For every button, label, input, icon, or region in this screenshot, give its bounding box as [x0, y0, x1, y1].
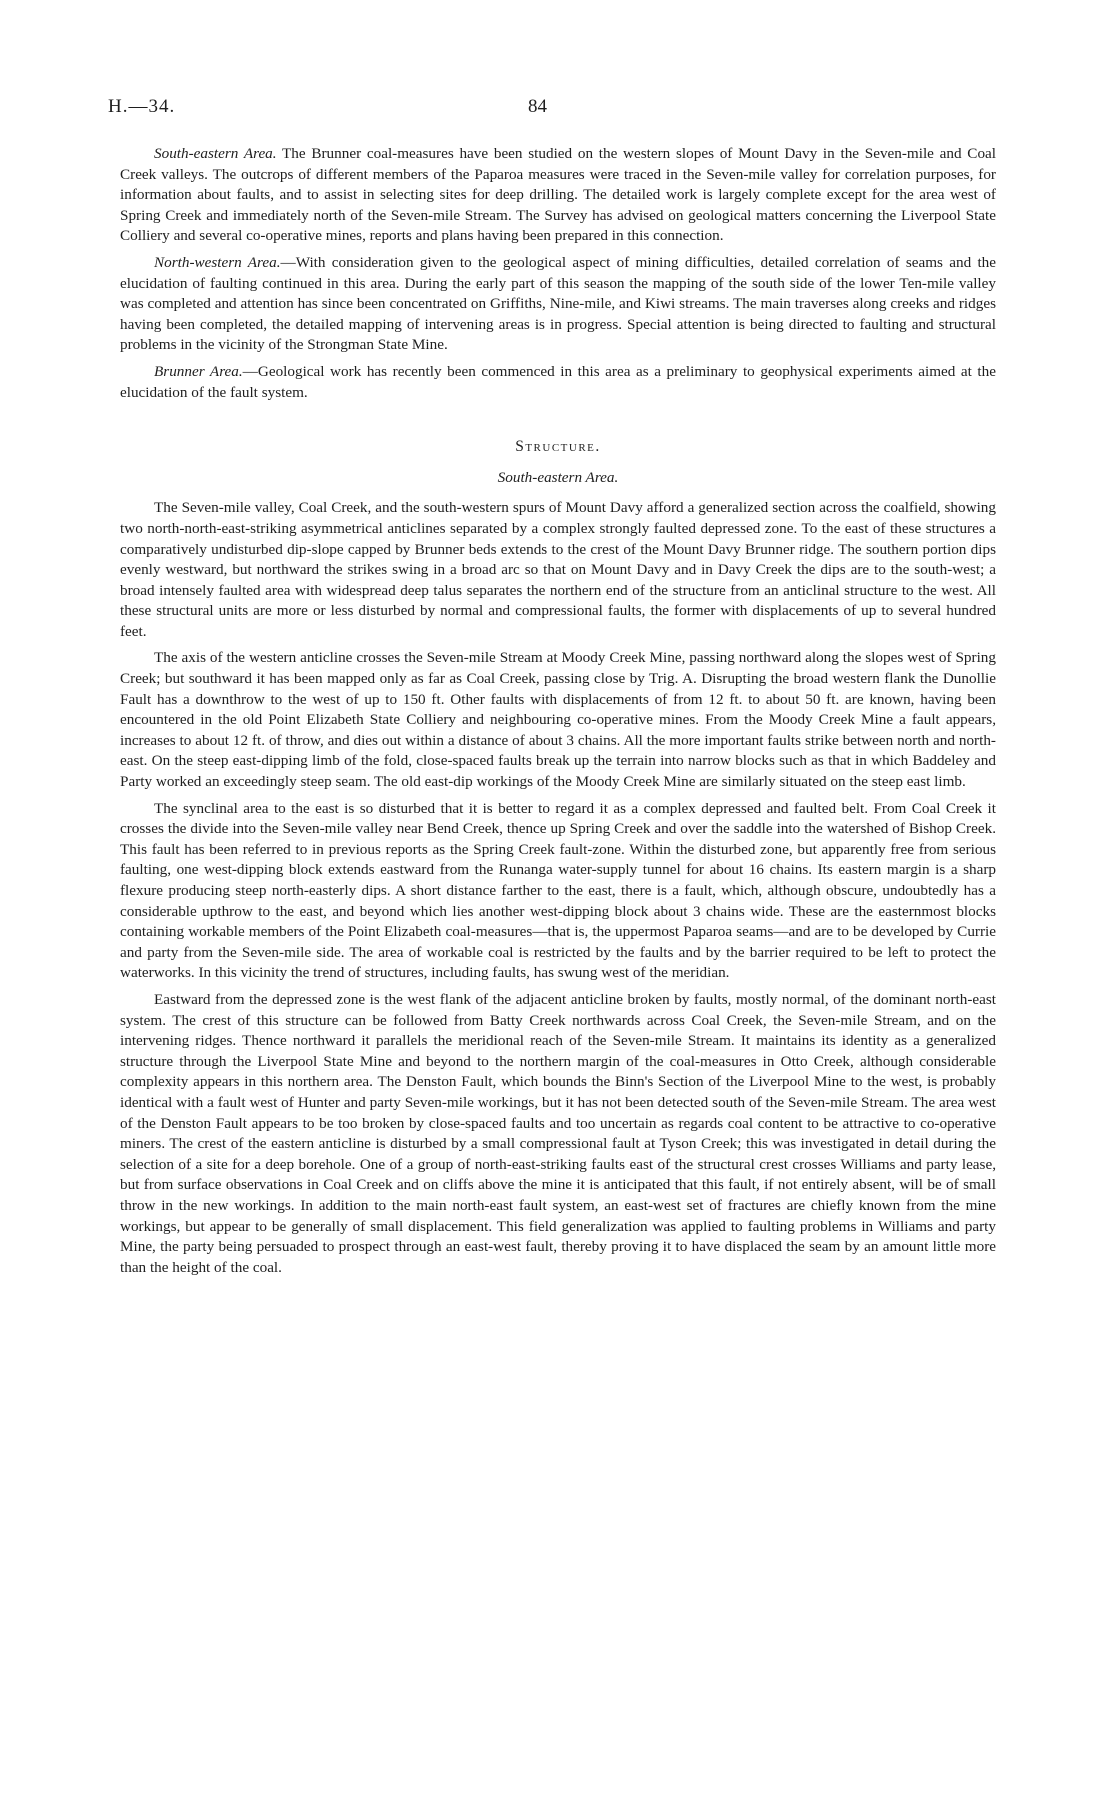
report-reference: H.—34.: [108, 96, 176, 117]
paragraph-lead: North-western Area.: [154, 253, 281, 271]
paragraph-south-eastern-area: [120, 144, 996, 247]
paragraph: Eastward from the depressed zone is the west flank of the adjacent anticline broken by faults, mostly normal, of the dominant north-east system. The crest of this structure can be followed from Batty Creek northwards across Coal Creek, the Seven-mile Stream, and on the intervening ridges. Thence northward it parallels the meridional reach of the Seven-mile Stream. It maintains its identity as a generalized structure through the Liverpool State Mine and beyond to the northern margin of the coal-measures in Otto Creek, although considerable complexity appears in this northern area. The Denston Fault, which bounds the Binn's Section of the Liverpool Mine to the west, is probably identical with a fault west of Hunter and party Seven-mile workings, but it has not been detected south of the Seven-mile Stream. The area west of the Denston Fault appears to be too broken by close-spaced faults and too uncertain as regards coal content to be attractive to co-operative miners. The crest of the eastern anticline is disturbed by a small compressional fault at Tyson Creek; this was investigated in detail during the selection of a site for a deep borehole. One of a group of north-east-striking faults east of the structural crest crosses Williams and party lease, but from surface observations in Coal Creek and on cliffs above the mine it is anticipated that this fault, if not entirely absent, will be of small throw in the new workings. In addition to the main north-east fault system, an east-west set of fractures are chiefly known from the mine workings, but appear to be generally of small displacement. This field generalization was applied to faulting problems in Williams and party Mine, the party being persuaded to prospect through an east-west fault, thereby proving it to have displaced the seam by an amount little more than the height of the coal.: [120, 990, 996, 1276]
section-heading-structure: Structure.: [515, 438, 601, 456]
paragraph-lead: South-eastern Area.: [154, 145, 277, 162]
page-number: 84: [528, 96, 547, 117]
section-subheading: South-eastern Area.: [497, 468, 619, 486]
page-header: [108, 96, 1008, 126]
document-body: [120, 144, 996, 1284]
paragraph: The Seven-mile valley, Coal Creek, and the south-western spurs of Mount Davy afford a generalized section across the coalfield, showing two north-north-east-striking asymmetrical anticlines separated by a complex strongly faulted depressed zone. To the east of these structures a comparatively undisturbed dip-slope capped by Brunner beds extends to the crest of the Mount Davy Brunner ridge. The southern portion dips evenly westward, but northward the strikes swing in a broad arc so that on Mount Davy and in Davy Creek the dips are to the south-west; a broad intensely faulted area with widespread deep talus separates the northern end of the structure from an anticlinal structure to the west. All these structural units are more or less disturbed by normal and compressional faults, the former with displacements of up to several hundred feet.: [120, 499, 996, 640]
paragraph-lead: Brunner Area.: [154, 362, 243, 380]
paragraph: The synclinal area to the east is so disturbed that it is better to regard it as a complex depressed and faulted belt. From Coal Creek it crosses the divide into the Seven-mile valley near Bend Creek, thence up Spring Creek and over the saddle into the watershed of Bishop Creek. This fault has been referred to in previous reports as the Spring Creek fault-zone. Within the disturbed zone, but apparently free from serious faulting, one west-dipping block extends eastward from the Runanga water-supply tunnel for about 16 chains. Its eastern margin is a sharp flexure producing steep north-easterly dips. A short distance farther to the east, there is a fault, which, although obscure, undoubtedly has a considerable upthrow to the east, and beyond which lies another west-dipping block about 3 chains wide. These are the easternmost blocks containing workable members of the Point Elizabeth coal-measures—that is, the uppermost Paparoa seams—and are to be developed by Currie and party from the Seven-mile side. The area of workable coal is restricted by the faults and by the barrier required to be left to protect the waterworks. In this vicinity the trend of structures, including faults, has swung west of the meridian.: [120, 799, 996, 982]
paragraph-north-western-area: [120, 253, 996, 356]
paragraph-text: —With consideration given to the geological aspect of mining difficulties, detailed correlation of seams and the elucidation of faulting continued in this area. During the early part of this season the mapping of the south side of the lower Ten-mile valley was completed and attention has since been concentrated on Griffiths, Nine-mile, and Kiwi streams. The main traverses along creeks and ridges having been completed, the detailed mapping of intervening areas is in progress. Special attention is being directed to faulting and structural problems in the vicinity of the Strongman State Mine.: [120, 253, 996, 354]
paragraph: The axis of the western anticline crosses the Seven-mile Stream at Moody Creek Mine, passing northward along the slopes west of Spring Creek; but southward it has been mapped only as far as Coal Creek, passing close by Trig. A. Disrupting the broad western flank the Dunollie Fault has a downthrow to the west of up to 150 ft. Other faults with displacements of from 12 ft. to about 50 ft. are known, having been encountered in the old Point Elizabeth State Colliery and neighbouring co-operative mines. From the Moody Creek Mine a fault appears, increases to about 12 ft. of throw, and dies out within a distance of about 3 chains. All the more important faults strike between north and north-east. On the steep east-dipping limb of the fold, close-spaced faults break up the terrain into narrow blocks such as that in which Baddeley and Party worked an exceedingly steep seam. The old east-dip workings of the Moody Creek Mine are similarly situated on the steep east limb.: [120, 649, 996, 791]
paragraph-brunner-area: [120, 362, 996, 403]
paragraph-text: The Brunner coal-measures have been studied on the western slopes of Mount Davy in the Seven-mile and Coal Creek valleys. The outcrops of different members of the Paparoa measures were traced in the Seven-mile valley for correlation purposes, for information about faults, and to assist in selecting sites for deep drilling. The detailed work is largely complete except for the area west of Spring Creek and immediately north of the Seven-mile Stream. The Survey has advised on geological matters concerning the Liverpool State Colliery and several co-operative mines, reports and plans having been prepared in this connection.: [120, 145, 996, 245]
paragraph-text: —Geological work has recently been commenced in this area as a preliminary to geophysical experiments aimed at the elucidation of the fault system.: [120, 362, 996, 401]
